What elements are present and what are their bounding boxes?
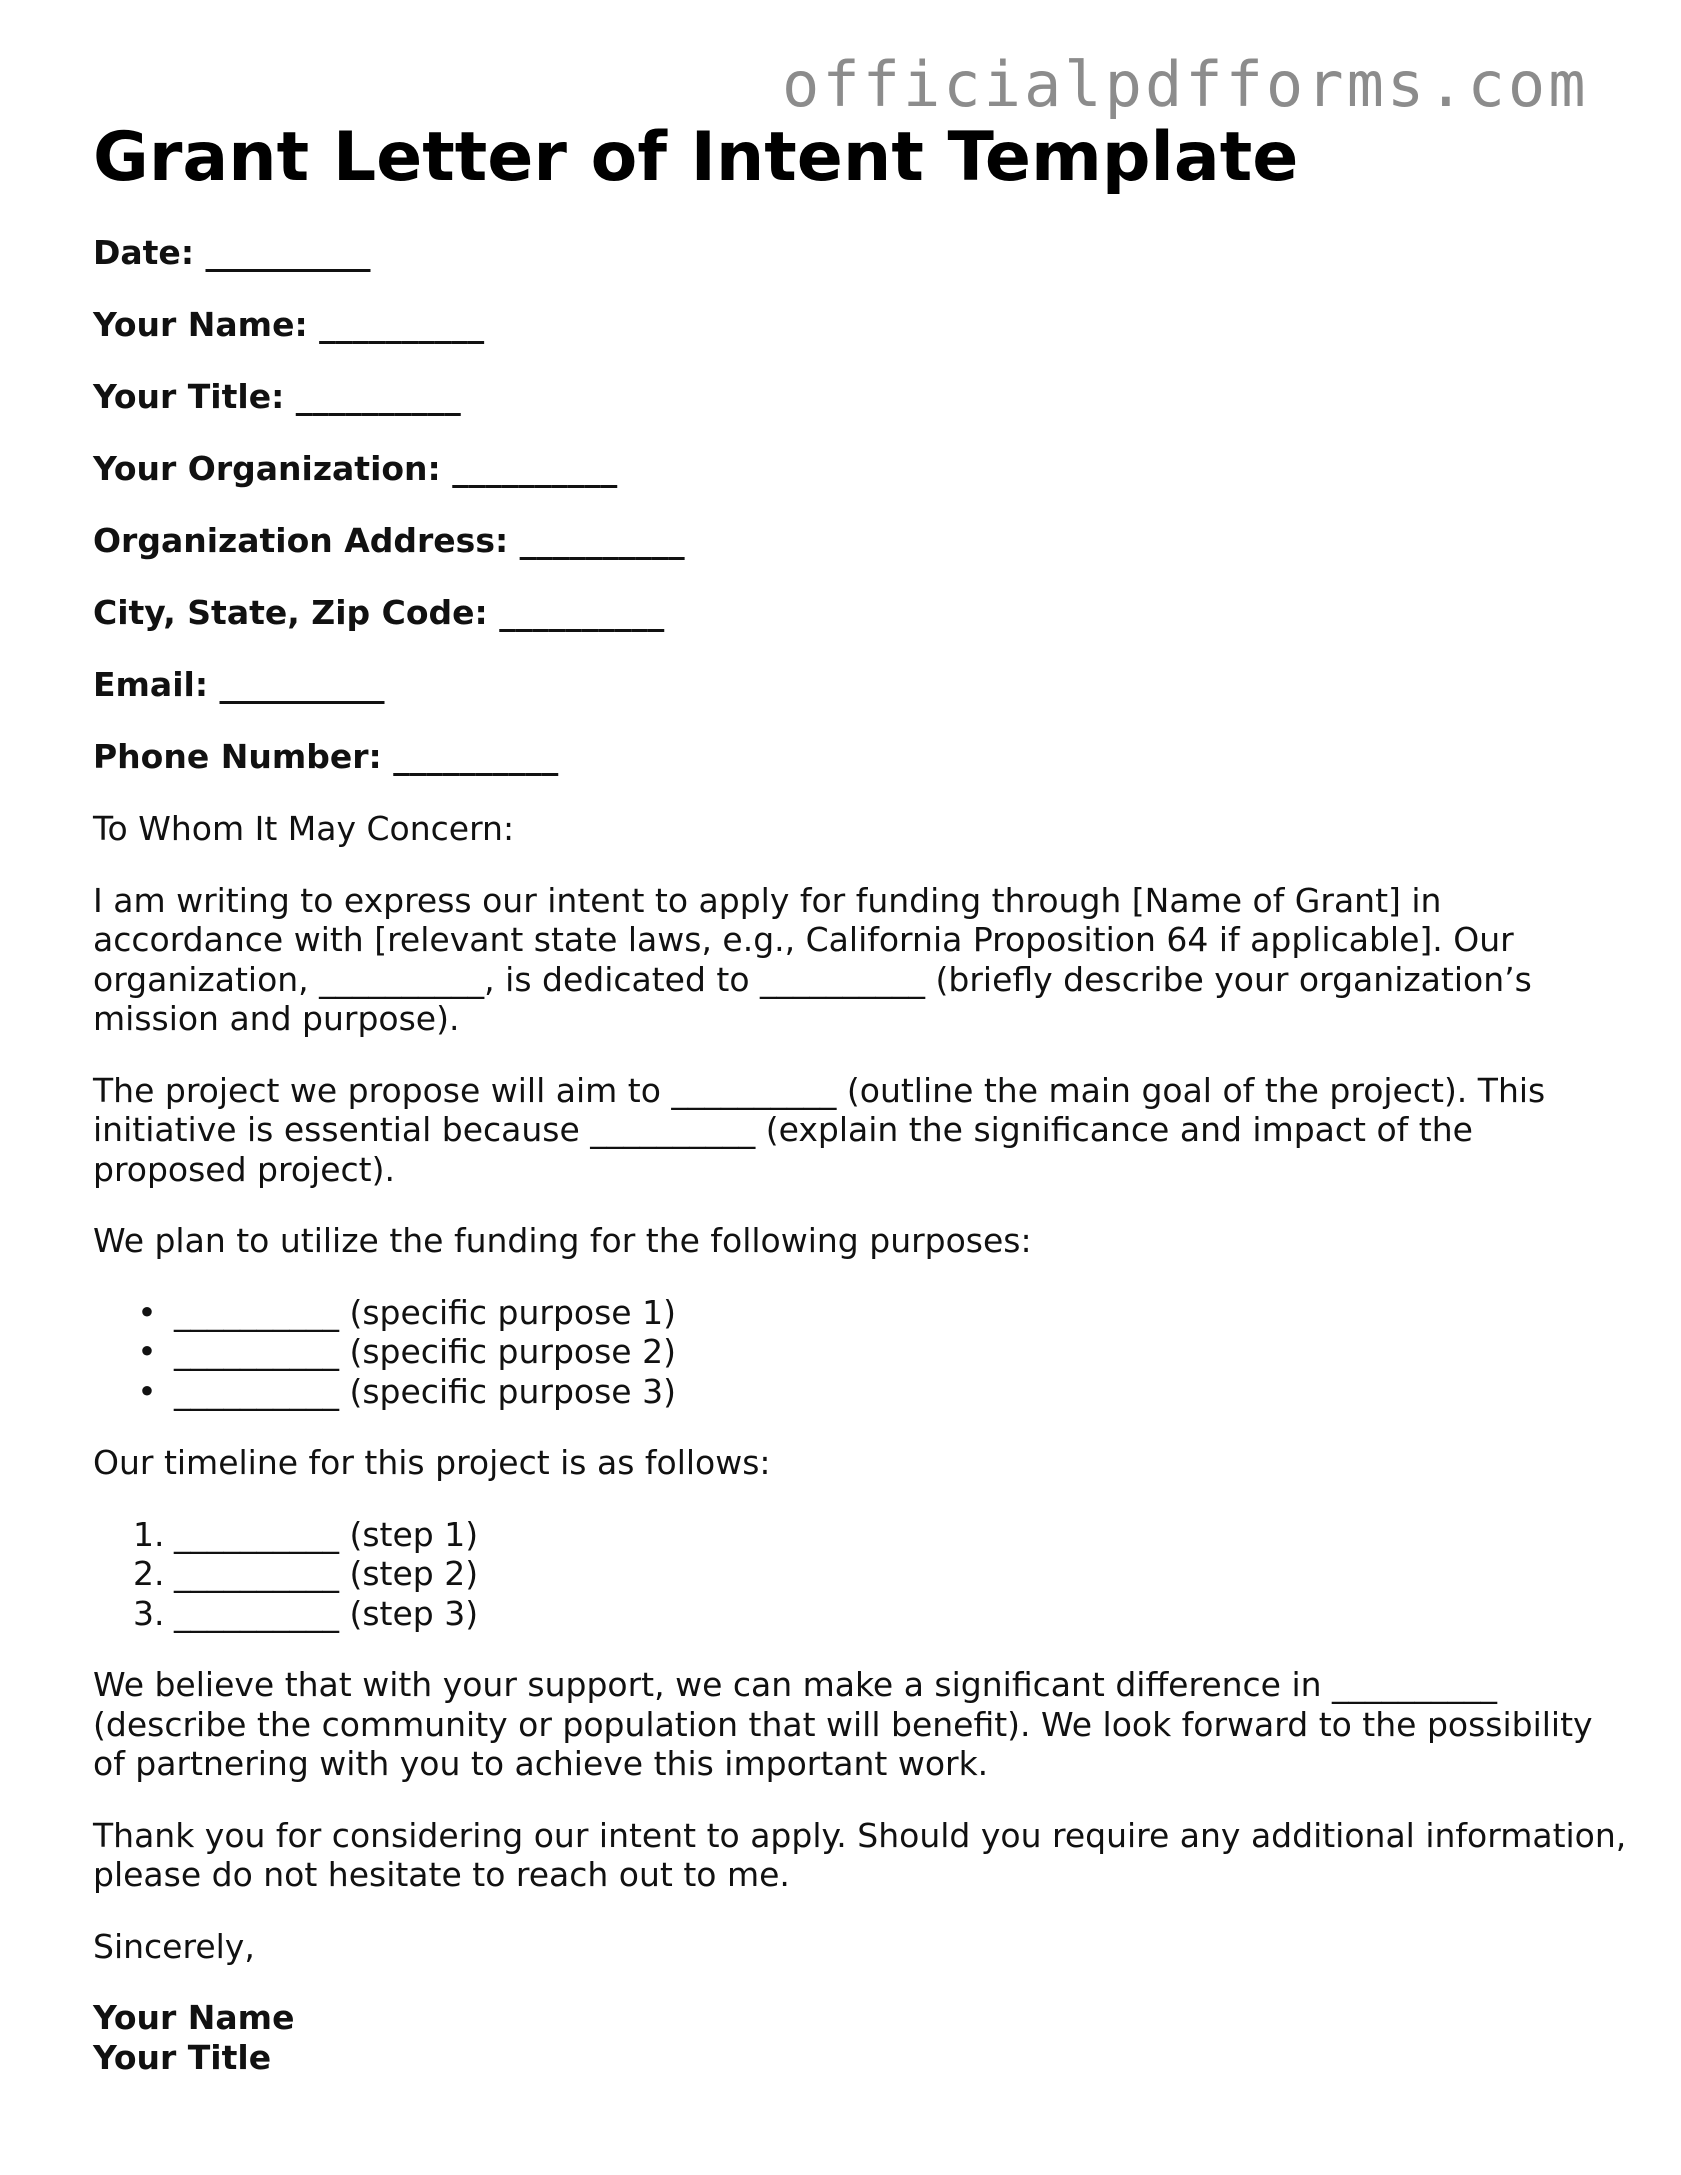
field-label: Email: xyxy=(93,665,209,704)
list-item-text: __________ (step 3) xyxy=(174,1593,479,1633)
timeline-list xyxy=(93,1515,1633,1634)
list-item-text: __________ (step 1) xyxy=(174,1514,479,1554)
field-blank: __________ xyxy=(295,377,461,416)
field-your-title xyxy=(93,377,1633,417)
list-item-text: __________ (specific purpose 3) xyxy=(174,1371,676,1411)
list-item xyxy=(93,1332,1633,1372)
funding-intro: We plan to utilize the funding for the following purposes: xyxy=(93,1221,1032,1260)
field-phone-number xyxy=(93,737,1633,777)
list-number: 3. xyxy=(133,1593,165,1633)
field-label: Your Title: xyxy=(93,377,285,416)
field-label: City, State, Zip Code: xyxy=(93,593,488,632)
signature-block xyxy=(93,1998,1633,2077)
page-title: Grant Letter of Intent Template xyxy=(93,118,1299,197)
list-number: 2. xyxy=(133,1554,165,1593)
list-item xyxy=(93,1594,1633,1634)
field-date xyxy=(93,233,1633,273)
field-label: Date: xyxy=(93,233,195,272)
field-blank: __________ xyxy=(519,521,685,560)
field-organization-address xyxy=(93,521,1633,561)
field-email xyxy=(93,665,1633,705)
list-number: 1. xyxy=(133,1514,165,1554)
thanks-paragraph: Thank you for considering our intent to apply. Should you require any additional information, please do not hesitate to reach out to me. xyxy=(93,1815,1627,1894)
bullet-icon: • xyxy=(137,1332,157,1371)
purposes-list xyxy=(93,1293,1633,1412)
salutation: To Whom It May Concern: xyxy=(93,809,515,848)
signature-name: Your Name xyxy=(93,1998,295,2037)
list-item xyxy=(93,1554,1633,1594)
project-paragraph: The project we propose will aim to __________ (outline the main goal of the project). This initiative is essential because __________ (explain the significance and impact of the proposed project). xyxy=(93,1070,1546,1189)
field-blank: __________ xyxy=(393,737,559,776)
watermark-text: officialpdfforms.com xyxy=(782,48,1589,121)
list-item-text: __________ (specific purpose 2) xyxy=(174,1332,676,1371)
field-your-organization xyxy=(93,449,1633,489)
field-label: Your Name: xyxy=(93,305,308,344)
field-label: Organization Address: xyxy=(93,521,509,560)
field-your-name xyxy=(93,305,1633,345)
field-blank: __________ xyxy=(219,665,385,704)
field-label: Your Organization: xyxy=(93,449,441,488)
field-blank: __________ xyxy=(205,233,371,272)
signature-title: Your Title xyxy=(93,2037,272,2077)
timeline-intro: Our timeline for this project is as follows: xyxy=(93,1443,771,1482)
list-item-text: __________ (specific purpose 1) xyxy=(174,1292,676,1332)
list-item xyxy=(93,1372,1633,1412)
letter-document xyxy=(93,118,1633,2077)
field-city-state-zip xyxy=(93,593,1633,633)
field-blank: __________ xyxy=(452,449,618,488)
list-item xyxy=(93,1293,1633,1333)
list-item-text: __________ (step 2) xyxy=(174,1554,479,1593)
header-fields xyxy=(93,233,1633,777)
field-label: Phone Number: xyxy=(93,737,382,776)
bullet-icon: • xyxy=(137,1292,157,1332)
closing: Sincerely, xyxy=(93,1926,255,1966)
impact-paragraph: We believe that with your support, we can make a significant difference in __________ (describe the community or population that will benefit). We look forward to the possibility of partnering with you to achieve this important work. xyxy=(93,1665,1593,1783)
field-blank: __________ xyxy=(319,305,485,344)
field-blank: __________ xyxy=(499,593,665,632)
list-item xyxy=(93,1515,1633,1555)
intro-paragraph: I am writing to express our intent to apply for funding through [Name of Grant] in accordance with [relevant state laws, e.g., California Proposition 64 if applicable]. Our organization, __________, is dedicated to __________ (briefly describe your organization’s mission and purpose). xyxy=(93,880,1532,1038)
bullet-icon: • xyxy=(137,1371,157,1411)
